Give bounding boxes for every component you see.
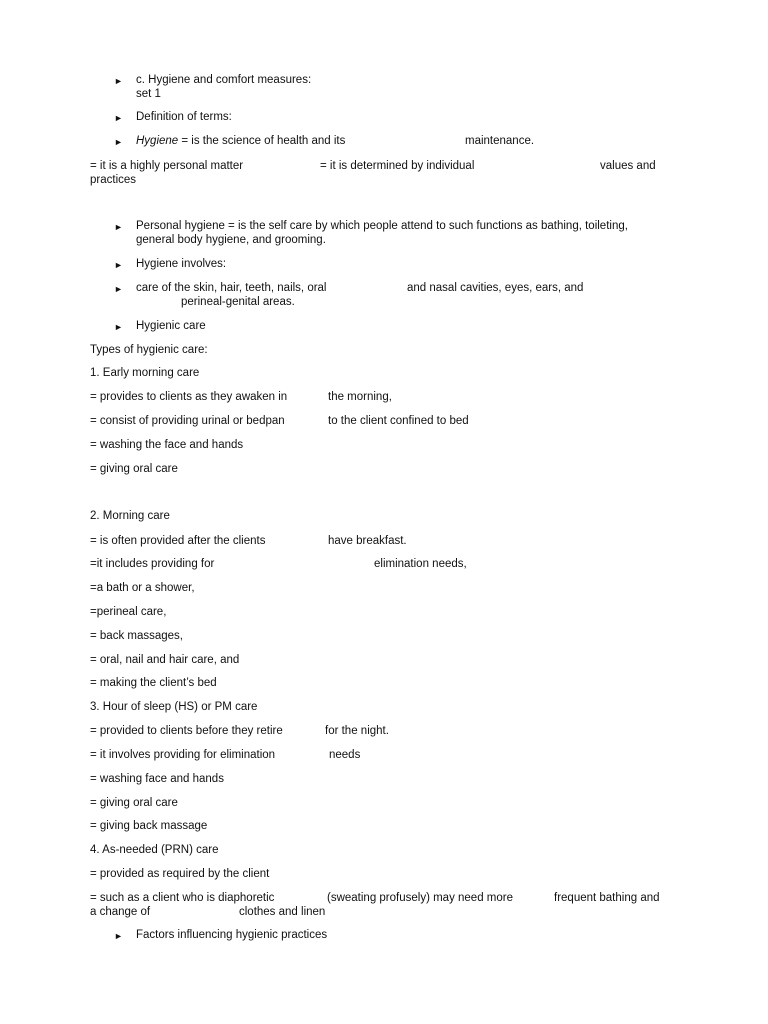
morning-care-line: = making the client’s bed xyxy=(90,677,217,689)
definition-of-terms: Definition of terms: xyxy=(136,111,232,123)
types-heading: Types of hygienic care: xyxy=(90,344,208,356)
morning-care-title: 2. Morning care xyxy=(90,510,170,522)
care-areas-text-end: perineal-genital areas. xyxy=(181,296,295,308)
early-morning-line: = provides to clients as they awaken in xyxy=(90,391,288,403)
morning-care-line: = is often provided after the clients xyxy=(90,535,266,547)
hs-care-line-cont: for the night. xyxy=(325,725,389,737)
bullet-arrow-icon: ► xyxy=(114,260,123,270)
early-morning-line-cont: to the client confined to bed xyxy=(328,415,469,427)
bullet-arrow-icon: ► xyxy=(114,931,123,941)
hygiene-involves: Hygiene involves: xyxy=(136,258,227,270)
care-areas-text-cont: and nasal cavities, eyes, ears, and xyxy=(407,282,584,294)
hs-care-line: = it involves providing for elimination xyxy=(90,749,276,761)
bullet-arrow-icon: ► xyxy=(114,222,123,232)
morning-care-line: =perineal care, xyxy=(90,606,167,618)
hs-care-line: = giving oral care xyxy=(90,797,178,809)
section-heading-set: set 1 xyxy=(136,88,161,100)
bullet-arrow-icon: ► xyxy=(114,284,123,294)
bullet-arrow-icon: ► xyxy=(114,137,123,147)
morning-care-line: =it includes providing for xyxy=(90,558,215,570)
morning-care-line-cont: elimination needs, xyxy=(374,558,467,570)
prn-care-line: = provided as required by the client xyxy=(90,868,270,880)
prn-care-line: a change of xyxy=(90,906,151,918)
practices-text: practices xyxy=(90,174,137,186)
early-morning-line: = washing the face and hands xyxy=(90,439,244,451)
bullet-arrow-icon: ► xyxy=(114,322,123,332)
personal-matter-text: = it is a highly personal matter xyxy=(90,160,244,172)
bullet-arrow-icon: ► xyxy=(114,76,123,86)
morning-care-line: = oral, nail and hair care, and xyxy=(90,654,240,666)
hygiene-definition xyxy=(136,134,345,148)
prn-care-line-cont: clothes and linen xyxy=(239,906,326,918)
prn-care-line: = such as a client who is diaphoretic xyxy=(90,892,275,904)
personal-hygiene-definition-cont: general body hygiene, and grooming. xyxy=(136,234,326,246)
personal-hygiene-definition: Personal hygiene = is the self care by which people attend to such functions as bathing, toileting, xyxy=(136,220,628,232)
hygiene-definition-end: maintenance. xyxy=(465,135,535,147)
hs-care-line-cont: needs xyxy=(329,749,361,761)
factors-heading: Factors influencing hygienic practices xyxy=(136,929,328,941)
determined-by-text: = it is determined by individual xyxy=(320,160,475,172)
hs-care-line: = giving back massage xyxy=(90,820,208,832)
early-morning-care-title: 1. Early morning care xyxy=(90,367,200,379)
morning-care-line: = back massages, xyxy=(90,630,184,642)
hs-care-line: = provided to clients before they retire xyxy=(90,725,283,737)
section-heading: c. Hygiene and comfort measures: xyxy=(136,74,312,86)
prn-care-line-cont: (sweating profusely) may need more xyxy=(327,892,513,904)
hygienic-care: Hygienic care xyxy=(136,320,206,332)
hygiene-term: Hygiene xyxy=(136,135,179,147)
hs-care-title: 3. Hour of sleep (HS) or PM care xyxy=(90,701,258,713)
hygiene-definition-text: = is the science of health and its xyxy=(178,135,346,147)
early-morning-line: = giving oral care xyxy=(90,463,178,475)
prn-care-line-cont: frequent bathing and xyxy=(554,892,660,904)
values-and-text: values and xyxy=(600,160,656,172)
early-morning-line: = consist of providing urinal or bedpan xyxy=(90,415,285,427)
morning-care-line-cont: have breakfast. xyxy=(328,535,407,547)
prn-care-title: 4. As-needed (PRN) care xyxy=(90,844,219,856)
early-morning-line-cont: the morning, xyxy=(328,391,392,403)
bullet-arrow-icon: ► xyxy=(114,113,123,123)
care-areas-text: care of the skin, hair, teeth, nails, oral xyxy=(136,282,327,294)
hs-care-line: = washing face and hands xyxy=(90,773,224,785)
morning-care-line: =a bath or a shower, xyxy=(90,582,195,594)
